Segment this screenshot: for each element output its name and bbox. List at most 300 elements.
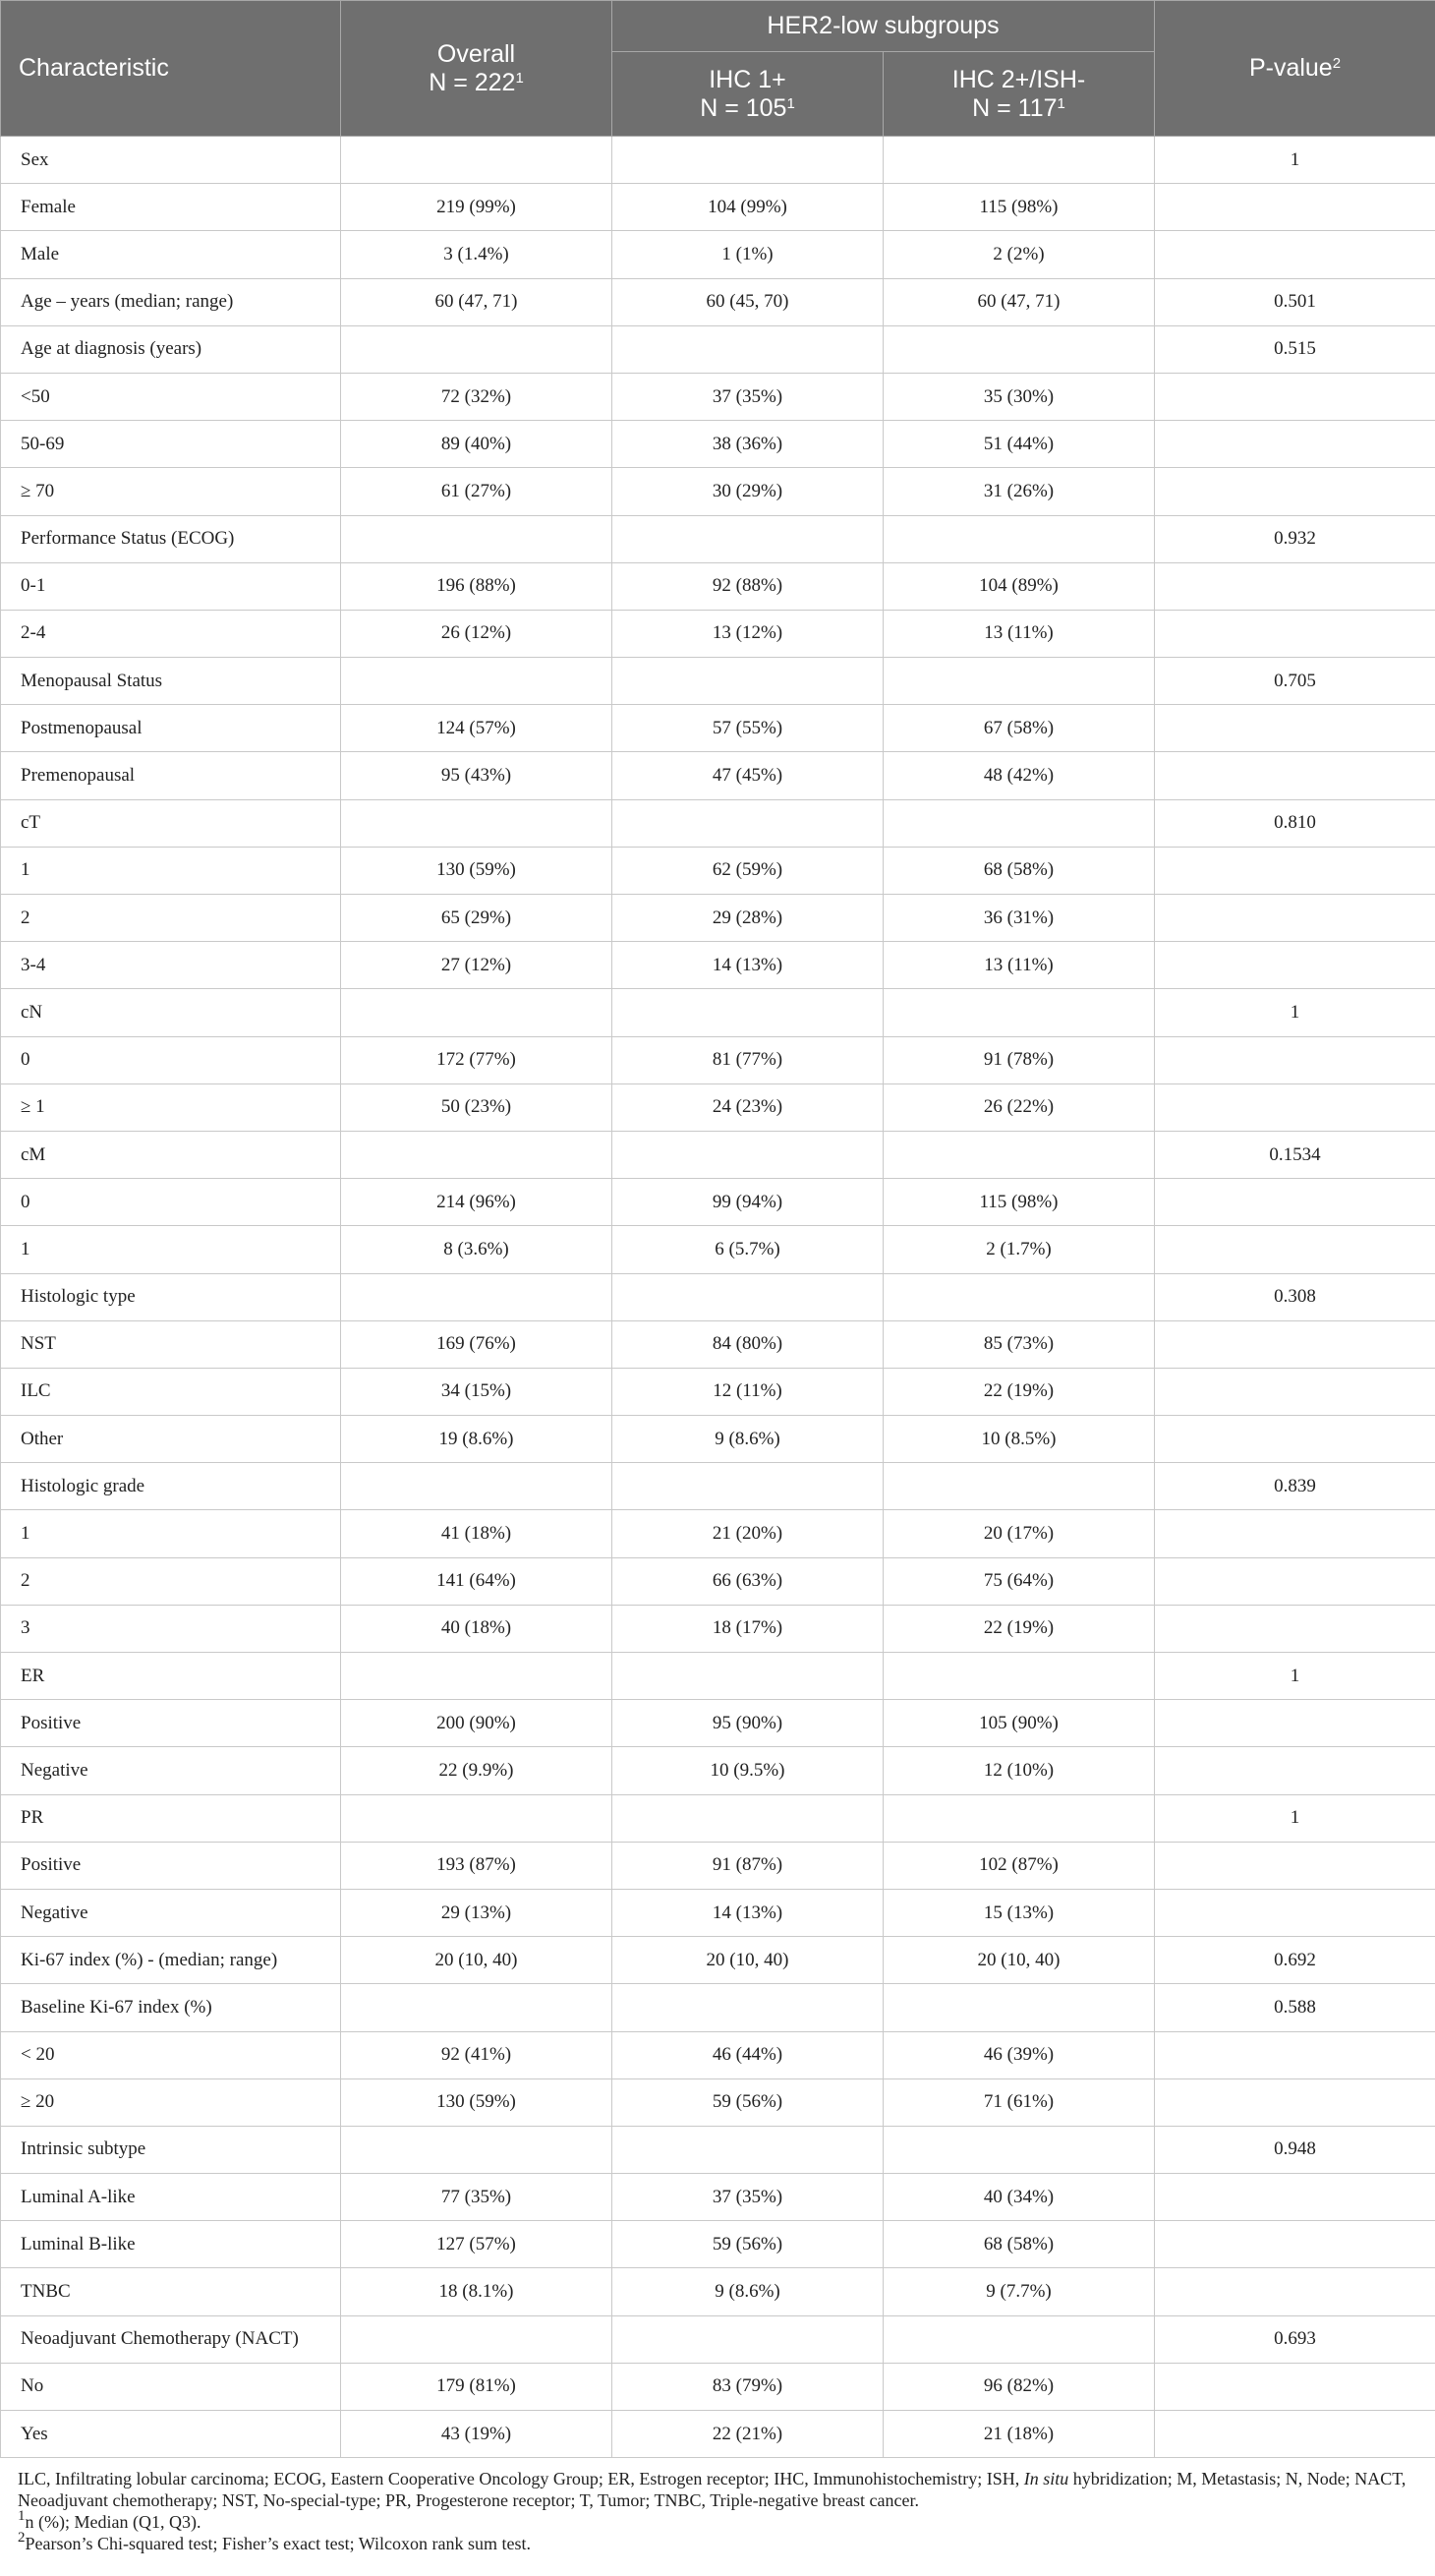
cell-ihc2: 10 (8.5%) (884, 1416, 1155, 1463)
cell-pvalue (1155, 2078, 1435, 2126)
cell-pvalue: 0.515 (1155, 325, 1435, 373)
cell-characteristic: Age at diagnosis (years) (1, 325, 341, 373)
cell-ihc1: 13 (12%) (612, 610, 884, 657)
cell-characteristic: cT (1, 799, 341, 847)
cell-overall: 18 (8.1%) (341, 2268, 612, 2315)
cell-ihc2: 21 (18%) (884, 2411, 1155, 2458)
table-row (1, 2315, 1435, 2363)
table-row (1, 1368, 1435, 1415)
cell-characteristic: Negative (1, 1889, 341, 1936)
cell-ihc2 (884, 1653, 1155, 1700)
cell-ihc1: 30 (29%) (612, 468, 884, 515)
cell-ihc2: 20 (17%) (884, 1510, 1155, 1557)
cell-ihc1 (612, 2315, 884, 2363)
header-characteristic: Characteristic (1, 1, 341, 137)
cell-overall (341, 325, 612, 373)
table-row (1, 1179, 1435, 1226)
cell-overall: 40 (18%) (341, 1605, 612, 1652)
cell-pvalue (1155, 1605, 1435, 1652)
cell-characteristic: Ki-67 index (%) - (median; range) (1, 1937, 341, 1984)
table-footnotes (0, 2458, 1435, 2554)
cell-ihc1: 59 (56%) (612, 2078, 884, 2126)
cell-overall: 3 (1.4%) (341, 231, 612, 278)
cell-characteristic: TNBC (1, 2268, 341, 2315)
cell-ihc1: 37 (35%) (612, 373, 884, 420)
cell-overall: 172 (77%) (341, 1036, 612, 1083)
cell-pvalue (1155, 847, 1435, 894)
cell-pvalue (1155, 610, 1435, 657)
cell-overall (341, 658, 612, 705)
cell-overall: 130 (59%) (341, 847, 612, 894)
cell-characteristic: 2-4 (1, 610, 341, 657)
cell-characteristic: Positive (1, 1842, 341, 1889)
cell-overall: 43 (19%) (341, 2411, 612, 2458)
cell-characteristic: 0-1 (1, 562, 341, 610)
cell-pvalue (1155, 1889, 1435, 1936)
cell-overall (341, 2315, 612, 2363)
cell-pvalue (1155, 942, 1435, 989)
cell-characteristic: 2 (1, 895, 341, 942)
cell-overall: 169 (76%) (341, 1320, 612, 1368)
table-row (1, 1226, 1435, 1273)
cell-ihc1: 59 (56%) (612, 2221, 884, 2268)
cell-overall: 34 (15%) (341, 1368, 612, 1415)
header-pvalue-sup: 2 (1332, 55, 1342, 72)
table-row (1, 1842, 1435, 1889)
table-row (1, 562, 1435, 610)
cell-ihc2: 68 (58%) (884, 847, 1155, 894)
header-overall-sup: 1 (515, 69, 524, 87)
cell-ihc1 (612, 1273, 884, 1320)
cell-characteristic: ≥ 20 (1, 2078, 341, 2126)
cell-overall: 19 (8.6%) (341, 1416, 612, 1463)
header-pvalue-label: P-value (1248, 54, 1333, 82)
abbrev-text-2: hybridization; M, Metastasis; N, Node; NACT, Neoadjuvant chemotherapy; NST, No-special-type; PR, Progesterone receptor; T, Tumor; TNBC, Triple-negative breast cancer. (18, 2469, 1406, 2511)
table-header (1, 1, 1435, 137)
cell-pvalue: 0.501 (1155, 278, 1435, 325)
cell-ihc1: 57 (55%) (612, 705, 884, 752)
cell-characteristic: No (1, 2363, 341, 2410)
cell-ihc2: 35 (30%) (884, 373, 1155, 420)
cell-pvalue (1155, 468, 1435, 515)
cell-ihc1: 10 (9.5%) (612, 1747, 884, 1794)
cell-characteristic: Negative (1, 1747, 341, 1794)
cell-characteristic: Other (1, 1416, 341, 1463)
cell-overall (341, 799, 612, 847)
cell-ihc1 (612, 2126, 884, 2173)
cell-ihc1: 29 (28%) (612, 895, 884, 942)
table-row (1, 752, 1435, 799)
cell-ihc2 (884, 515, 1155, 562)
cell-pvalue (1155, 2268, 1435, 2315)
cell-ihc2: 67 (58%) (884, 705, 1155, 752)
footnote-2 (18, 2530, 1417, 2554)
cell-ihc2: 91 (78%) (884, 1036, 1155, 1083)
cell-characteristic: 0 (1, 1036, 341, 1083)
cell-ihc2: 68 (58%) (884, 2221, 1155, 2268)
cell-ihc1: 60 (45, 70) (612, 278, 884, 325)
cell-characteristic: Menopausal Status (1, 658, 341, 705)
cell-overall: 77 (35%) (341, 2174, 612, 2221)
table-body (1, 137, 1435, 2458)
cell-characteristic: <50 (1, 373, 341, 420)
cell-ihc1: 37 (35%) (612, 2174, 884, 2221)
cell-ihc2: 12 (10%) (884, 1747, 1155, 1794)
cell-overall: 60 (47, 71) (341, 278, 612, 325)
table-row (1, 2126, 1435, 2173)
cell-pvalue: 0.308 (1155, 1273, 1435, 1320)
cell-pvalue: 0.839 (1155, 1463, 1435, 1510)
cell-pvalue: 0.588 (1155, 1984, 1435, 2031)
table-row (1, 1036, 1435, 1083)
cell-ihc2 (884, 1463, 1155, 1510)
header-ihc1-sup: 1 (786, 94, 795, 112)
footnote-1 (18, 2508, 1417, 2533)
cell-ihc1: 6 (5.7%) (612, 1226, 884, 1273)
cell-characteristic: ≥ 1 (1, 1083, 341, 1131)
cell-pvalue (1155, 2221, 1435, 2268)
cell-characteristic: 0 (1, 1179, 341, 1226)
table-row (1, 1416, 1435, 1463)
abbreviations-note (18, 2468, 1417, 2511)
cell-overall: 61 (27%) (341, 468, 612, 515)
table-row (1, 1747, 1435, 1794)
cell-pvalue (1155, 2363, 1435, 2410)
footnote-2-sup: 2 (18, 2530, 26, 2547)
cell-ihc2: 115 (98%) (884, 1179, 1155, 1226)
cell-pvalue (1155, 1179, 1435, 1226)
cell-ihc1: 1 (1%) (612, 231, 884, 278)
cell-overall: 95 (43%) (341, 752, 612, 799)
cell-overall (341, 1794, 612, 1842)
cell-overall: 219 (99%) (341, 184, 612, 231)
cell-characteristic: Age – years (median; range) (1, 278, 341, 325)
table-row (1, 421, 1435, 468)
cell-ihc2: 15 (13%) (884, 1889, 1155, 1936)
cell-ihc1 (612, 1131, 884, 1178)
cell-pvalue (1155, 231, 1435, 278)
cell-characteristic: Intrinsic subtype (1, 2126, 341, 2173)
cell-ihc1 (612, 137, 884, 184)
table-row (1, 231, 1435, 278)
cell-characteristic: Histologic grade (1, 1463, 341, 1510)
cell-ihc2: 40 (34%) (884, 2174, 1155, 2221)
cell-overall (341, 137, 612, 184)
cell-characteristic: NST (1, 1320, 341, 1368)
cell-ihc1: 14 (13%) (612, 1889, 884, 1936)
cell-pvalue (1155, 1083, 1435, 1131)
cell-pvalue (1155, 1320, 1435, 1368)
cell-ihc1: 20 (10, 40) (612, 1937, 884, 1984)
cell-pvalue (1155, 562, 1435, 610)
cell-characteristic: cM (1, 1131, 341, 1178)
cell-ihc1 (612, 1984, 884, 2031)
cell-ihc1 (612, 1653, 884, 1700)
cell-ihc1: 47 (45%) (612, 752, 884, 799)
cell-overall: 29 (13%) (341, 1889, 612, 1936)
cell-overall: 8 (3.6%) (341, 1226, 612, 1273)
cell-overall: 130 (59%) (341, 2078, 612, 2126)
cell-ihc1: 66 (63%) (612, 1557, 884, 1605)
table-row (1, 1510, 1435, 1557)
cell-pvalue: 0.693 (1155, 2315, 1435, 2363)
table-row (1, 2031, 1435, 2078)
cell-ihc2 (884, 2315, 1155, 2363)
cell-characteristic: ≥ 70 (1, 468, 341, 515)
table-row (1, 278, 1435, 325)
cell-characteristic: Performance Status (ECOG) (1, 515, 341, 562)
cell-characteristic: 50-69 (1, 421, 341, 468)
table-row (1, 2363, 1435, 2410)
cell-ihc2 (884, 989, 1155, 1036)
cell-pvalue (1155, 752, 1435, 799)
cell-characteristic: Baseline Ki-67 index (%) (1, 1984, 341, 2031)
table-row (1, 942, 1435, 989)
cell-ihc1: 14 (13%) (612, 942, 884, 989)
abbrev-text-1: ILC, Infiltrating lobular carcinoma; ECOG, Eastern Cooperative Oncology Group; ER, Estrogen receptor; IHC, Immunohistochemistry; ISH, (18, 2469, 1024, 2489)
cell-ihc1: 22 (21%) (612, 2411, 884, 2458)
cell-ihc2: 102 (87%) (884, 1842, 1155, 1889)
table-row (1, 2078, 1435, 2126)
footnote-2-text: Pearson’s Chi-squared test; Fisher’s exact test; Wilcoxon rank sum test. (25, 2534, 532, 2554)
table-row (1, 2174, 1435, 2221)
cell-pvalue: 0.932 (1155, 515, 1435, 562)
cell-ihc1 (612, 1463, 884, 1510)
cell-ihc2: 115 (98%) (884, 184, 1155, 231)
cell-ihc1 (612, 325, 884, 373)
cell-ihc1 (612, 1794, 884, 1842)
cell-ihc2: 31 (26%) (884, 468, 1155, 515)
table-row (1, 658, 1435, 705)
table-row (1, 799, 1435, 847)
cell-ihc2 (884, 325, 1155, 373)
cell-overall (341, 1984, 612, 2031)
table-row (1, 2411, 1435, 2458)
table-row (1, 895, 1435, 942)
cell-characteristic: ILC (1, 1368, 341, 1415)
cell-ihc2: 22 (19%) (884, 1368, 1155, 1415)
header-her2-low-subgroups: HER2-low subgroups (612, 1, 1155, 52)
cell-ihc2: 2 (2%) (884, 231, 1155, 278)
cell-characteristic: Sex (1, 137, 341, 184)
cell-characteristic: cN (1, 989, 341, 1036)
cell-ihc2: 9 (7.7%) (884, 2268, 1155, 2315)
cell-ihc1: 92 (88%) (612, 562, 884, 610)
cell-ihc2: 13 (11%) (884, 610, 1155, 657)
header-overall-label: Overall (436, 39, 516, 68)
cell-ihc1 (612, 658, 884, 705)
cell-characteristic: 2 (1, 1557, 341, 1605)
cell-ihc2 (884, 2126, 1155, 2173)
cell-ihc2: 85 (73%) (884, 1320, 1155, 1368)
cell-ihc2: 105 (90%) (884, 1700, 1155, 1747)
cell-ihc2: 48 (42%) (884, 752, 1155, 799)
cell-pvalue: 1 (1155, 989, 1435, 1036)
table-row (1, 373, 1435, 420)
cell-ihc2: 2 (1.7%) (884, 1226, 1155, 1273)
cell-overall: 50 (23%) (341, 1083, 612, 1131)
cell-characteristic: Luminal B-like (1, 2221, 341, 2268)
cell-pvalue (1155, 1226, 1435, 1273)
cell-overall: 89 (40%) (341, 421, 612, 468)
cell-ihc1: 99 (94%) (612, 1179, 884, 1226)
cell-ihc1 (612, 989, 884, 1036)
cell-ihc1: 18 (17%) (612, 1605, 884, 1652)
footnote-1-sup: 1 (18, 2508, 26, 2525)
table-row (1, 705, 1435, 752)
cell-pvalue (1155, 1557, 1435, 1605)
cell-characteristic: 1 (1, 1510, 341, 1557)
table-row (1, 1557, 1435, 1605)
cell-ihc1: 91 (87%) (612, 1842, 884, 1889)
table-row (1, 1984, 1435, 2031)
cell-overall: 22 (9.9%) (341, 1747, 612, 1794)
cell-ihc2 (884, 1984, 1155, 2031)
cell-pvalue (1155, 1416, 1435, 1463)
cell-pvalue (1155, 1700, 1435, 1747)
cell-ihc1: 95 (90%) (612, 1700, 884, 1747)
cell-pvalue (1155, 373, 1435, 420)
cell-pvalue: 0.948 (1155, 2126, 1435, 2173)
cell-ihc2 (884, 137, 1155, 184)
table-row (1, 1131, 1435, 1178)
cell-ihc2: 13 (11%) (884, 942, 1155, 989)
footnote-1-text: n (%); Median (Q1, Q3). (25, 2512, 201, 2533)
cell-ihc2 (884, 658, 1155, 705)
cell-ihc2: 96 (82%) (884, 2363, 1155, 2410)
cell-ihc1: 46 (44%) (612, 2031, 884, 2078)
cell-ihc1 (612, 799, 884, 847)
cell-characteristic: Histologic type (1, 1273, 341, 1320)
cell-overall: 214 (96%) (341, 1179, 612, 1226)
cell-pvalue (1155, 1510, 1435, 1557)
cell-characteristic: Yes (1, 2411, 341, 2458)
cell-characteristic: 3-4 (1, 942, 341, 989)
cell-characteristic: Male (1, 231, 341, 278)
cell-overall (341, 2126, 612, 2173)
cell-ihc1: 9 (8.6%) (612, 2268, 884, 2315)
cell-pvalue (1155, 1842, 1435, 1889)
cell-ihc1: 62 (59%) (612, 847, 884, 894)
header-ihc2-n: N = 117 (972, 93, 1058, 122)
cell-characteristic: Premenopausal (1, 752, 341, 799)
cell-pvalue (1155, 1368, 1435, 1415)
cell-overall: 193 (87%) (341, 1842, 612, 1889)
cell-characteristic: ER (1, 1653, 341, 1700)
cell-pvalue (1155, 184, 1435, 231)
table-row (1, 184, 1435, 231)
cell-ihc1 (612, 515, 884, 562)
cell-overall: 92 (41%) (341, 2031, 612, 2078)
table-row (1, 1889, 1435, 1936)
cell-overall: 200 (90%) (341, 1700, 612, 1747)
table-row (1, 1083, 1435, 1131)
cell-overall (341, 515, 612, 562)
cell-ihc2: 75 (64%) (884, 1557, 1155, 1605)
cell-ihc1: 24 (23%) (612, 1083, 884, 1131)
table-row (1, 515, 1435, 562)
table-row (1, 1937, 1435, 1984)
header-ihc1-n: N = 105 (700, 93, 787, 122)
table-row (1, 325, 1435, 373)
header-overall-n: N = 222 (429, 68, 516, 96)
cell-ihc2: 20 (10, 40) (884, 1937, 1155, 1984)
cell-ihc2: 26 (22%) (884, 1083, 1155, 1131)
cell-pvalue: 1 (1155, 1794, 1435, 1842)
table-row (1, 468, 1435, 515)
cell-overall: 141 (64%) (341, 1557, 612, 1605)
cell-overall (341, 1131, 612, 1178)
cell-overall (341, 1273, 612, 1320)
header-ihc2 (884, 52, 1155, 137)
cell-ihc2 (884, 799, 1155, 847)
cell-pvalue (1155, 1036, 1435, 1083)
table-row (1, 1320, 1435, 1368)
header-ihc1-label: IHC 1+ (709, 65, 786, 93)
cell-overall (341, 1653, 612, 1700)
table-row (1, 1700, 1435, 1747)
cell-ihc2: 71 (61%) (884, 2078, 1155, 2126)
cell-ihc2 (884, 1794, 1155, 1842)
abbrev-italic: In situ (1023, 2469, 1069, 2489)
header-pvalue (1155, 1, 1435, 137)
cell-pvalue (1155, 705, 1435, 752)
cell-ihc2: 36 (31%) (884, 895, 1155, 942)
cell-characteristic: PR (1, 1794, 341, 1842)
cell-pvalue: 0.692 (1155, 1937, 1435, 1984)
cell-overall: 26 (12%) (341, 610, 612, 657)
cell-overall: 179 (81%) (341, 2363, 612, 2410)
cell-ihc1: 104 (99%) (612, 184, 884, 231)
cell-characteristic: Neoadjuvant Chemotherapy (NACT) (1, 2315, 341, 2363)
cell-pvalue: 1 (1155, 137, 1435, 184)
cell-overall: 41 (18%) (341, 1510, 612, 1557)
cell-ihc2: 22 (19%) (884, 1605, 1155, 1652)
cell-ihc1: 81 (77%) (612, 1036, 884, 1083)
cell-ihc2: 51 (44%) (884, 421, 1155, 468)
cell-overall: 72 (32%) (341, 373, 612, 420)
cell-pvalue: 0.810 (1155, 799, 1435, 847)
cell-overall: 65 (29%) (341, 895, 612, 942)
table-row (1, 989, 1435, 1036)
header-ihc2-label: IHC 2+/ISH- (951, 65, 1086, 93)
cell-characteristic: 1 (1, 1226, 341, 1273)
cell-characteristic: Postmenopausal (1, 705, 341, 752)
table-row (1, 847, 1435, 894)
cell-pvalue: 1 (1155, 1653, 1435, 1700)
cell-pvalue: 0.1534 (1155, 1131, 1435, 1178)
cell-ihc1: 38 (36%) (612, 421, 884, 468)
cell-pvalue (1155, 421, 1435, 468)
cell-ihc2 (884, 1273, 1155, 1320)
cell-characteristic: 1 (1, 847, 341, 894)
cell-pvalue: 0.705 (1155, 658, 1435, 705)
cell-pvalue (1155, 895, 1435, 942)
cell-overall: 20 (10, 40) (341, 1937, 612, 1984)
table-row (1, 1273, 1435, 1320)
cell-overall: 124 (57%) (341, 705, 612, 752)
cell-pvalue (1155, 2031, 1435, 2078)
cell-characteristic: Positive (1, 1700, 341, 1747)
cell-overall (341, 989, 612, 1036)
table-row (1, 1463, 1435, 1510)
cell-ihc2: 104 (89%) (884, 562, 1155, 610)
cell-pvalue (1155, 2174, 1435, 2221)
cell-pvalue (1155, 2411, 1435, 2458)
cell-ihc2: 60 (47, 71) (884, 278, 1155, 325)
header-ihc2-sup: 1 (1057, 94, 1065, 112)
cell-pvalue (1155, 1747, 1435, 1794)
